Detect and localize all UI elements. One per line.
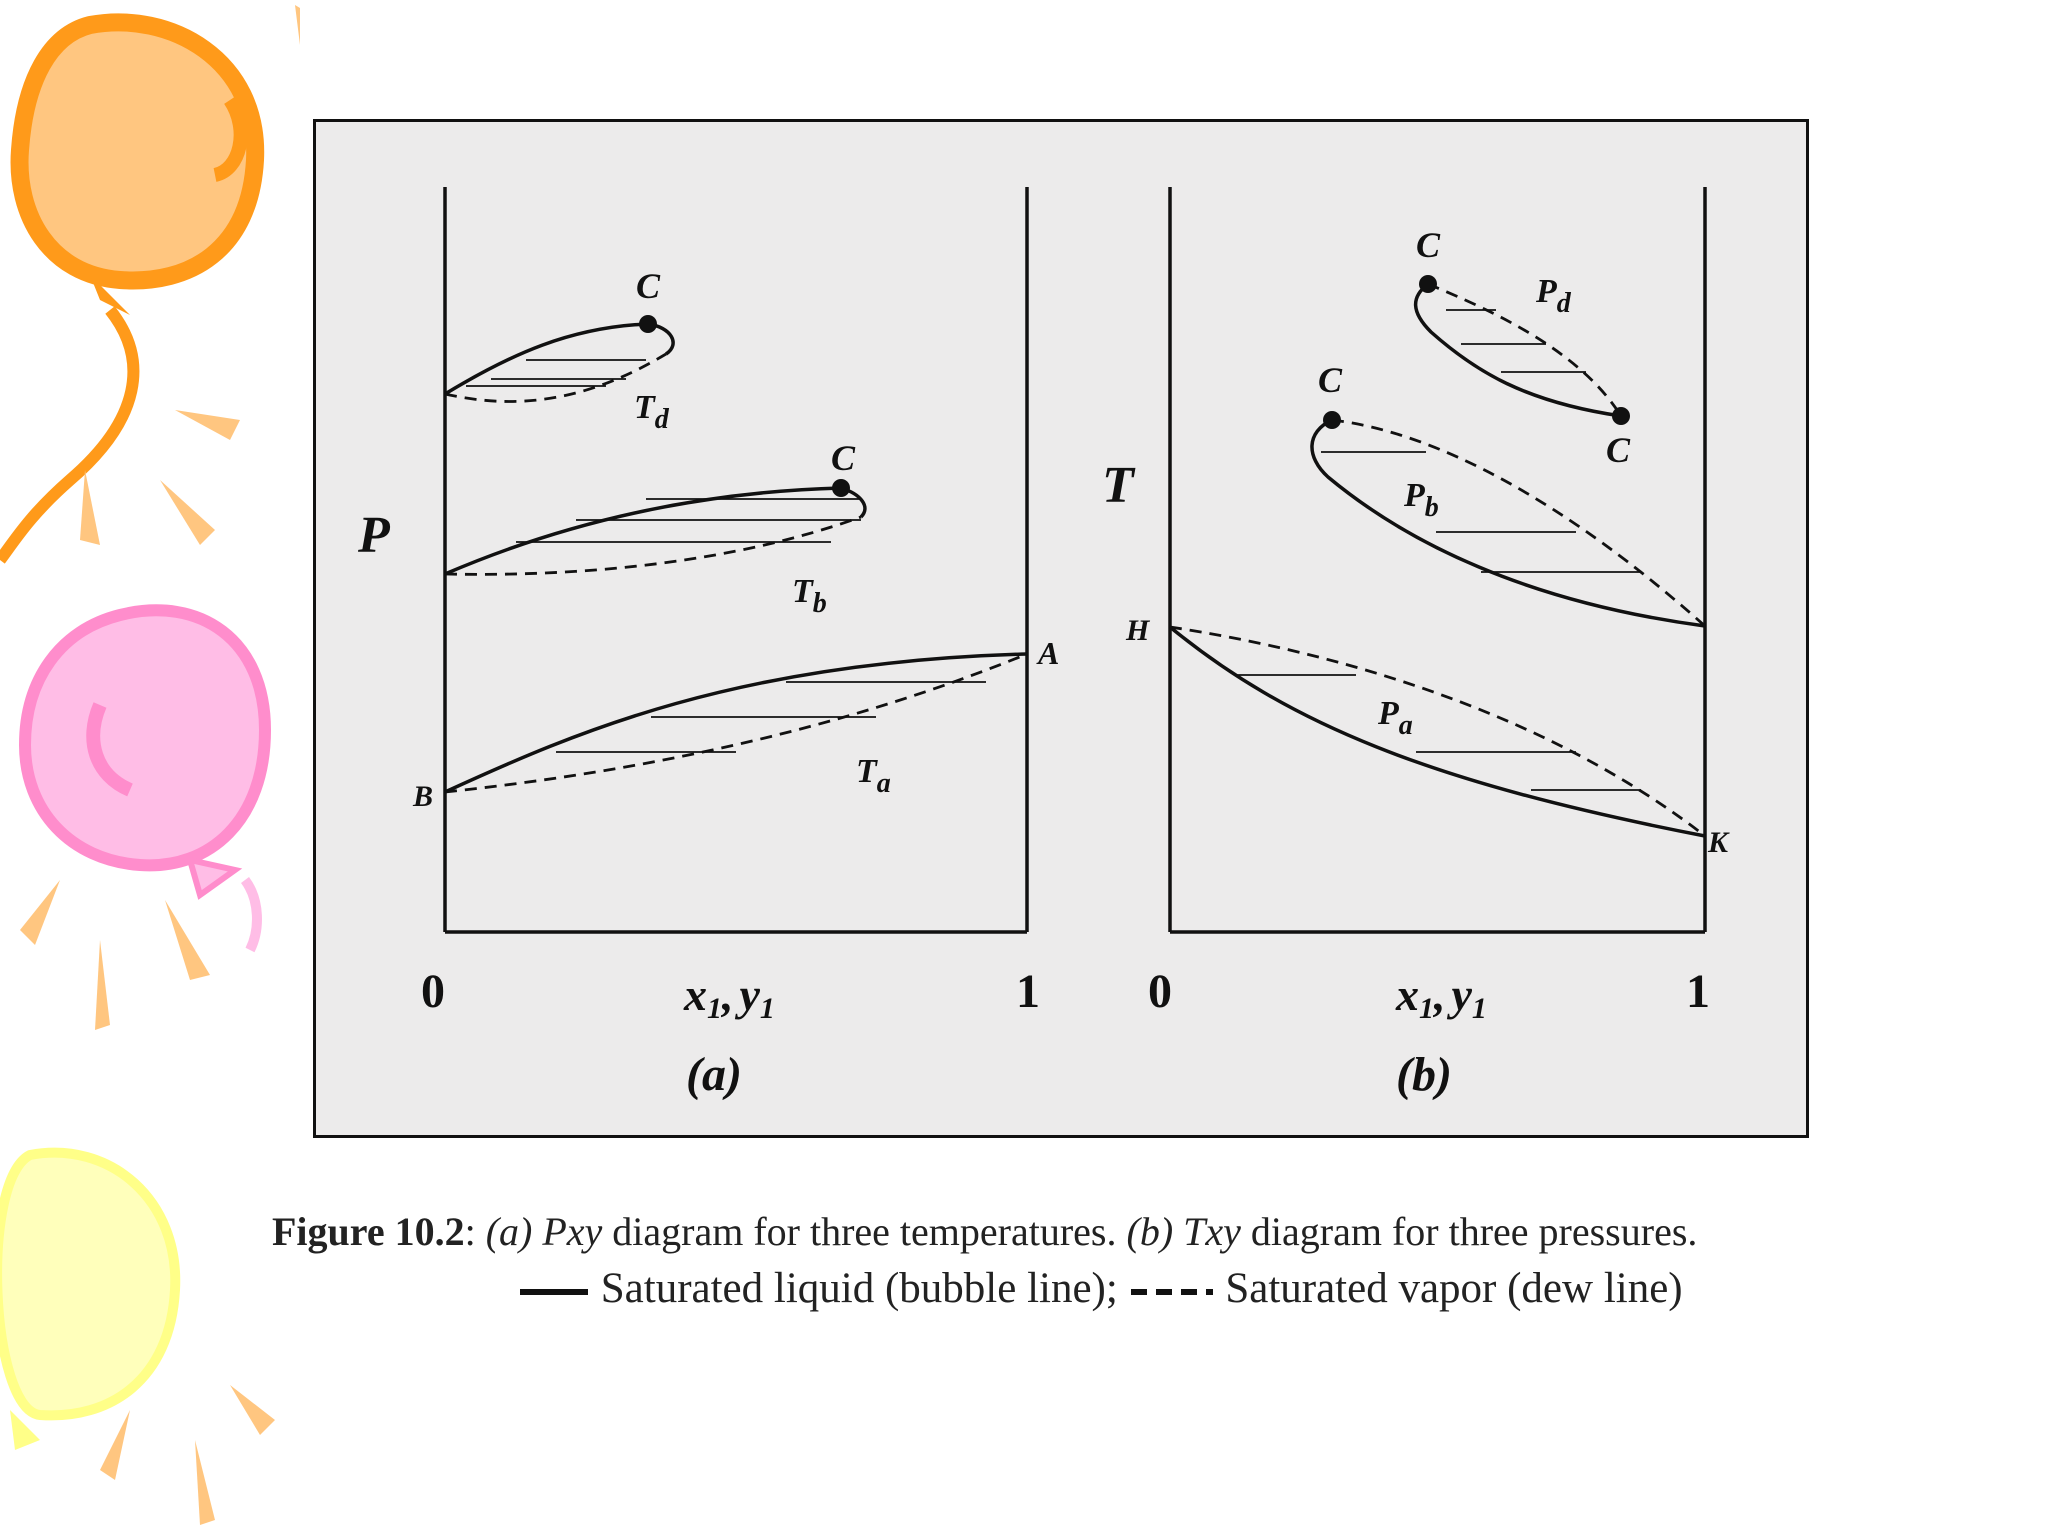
critical-point-label: C — [1416, 225, 1441, 265]
phase-diagrams — [316, 122, 1806, 1135]
panel-a-tick-0: 0 — [421, 965, 445, 1018]
pa-dew-line — [1170, 627, 1705, 836]
panel-a-y-axis-label: P — [358, 507, 390, 564]
caption-part-a-label: (a) — [485, 1209, 533, 1254]
panel-a-label: (a) — [686, 1048, 742, 1101]
pink-balloon-icon — [25, 610, 265, 950]
panel-b-x-axis-label: x1, y1 — [1396, 969, 1487, 1025]
tb-bubble-line — [445, 488, 865, 574]
td-label: $T_d$ — [634, 389, 669, 435]
panel-b-y-axis-label: T — [1102, 457, 1134, 514]
pa-bubble-line — [1170, 627, 1705, 836]
tb-label: $T_b$ — [792, 573, 827, 619]
ta-label: $T_a$ — [856, 753, 891, 799]
critical-point-marker — [832, 479, 850, 497]
critical-point-marker — [1419, 275, 1437, 293]
panel-a — [357, 187, 1059, 1101]
pa-label: $P_a$ — [1378, 695, 1413, 741]
caption-part-b-label: (b) — [1126, 1209, 1174, 1254]
pd-loop — [1416, 275, 1630, 425]
critical-point-label: C — [831, 438, 856, 478]
orange-balloon-icon — [0, 22, 255, 560]
tb-loop — [445, 479, 865, 574]
yellow-balloon-icon — [0, 1153, 175, 1450]
solid-line-legend-icon — [518, 1282, 590, 1302]
panel-a-tick-1: 1 — [1016, 965, 1040, 1018]
caption-part-b-symbol: Txy — [1183, 1209, 1241, 1254]
pb-loop — [1312, 411, 1705, 626]
caption-legend — [518, 1264, 1918, 1313]
critical-point-marker — [1612, 407, 1630, 425]
caption-part-b-text: diagram for three pressures. — [1250, 1209, 1698, 1254]
figure-number: Figure 10.2 — [272, 1209, 465, 1254]
legend-dashed-text: Saturated vapor (dew line) — [1225, 1265, 1683, 1312]
decorative-balloons — [0, 0, 300, 1536]
pb-label: $P_b$ — [1404, 477, 1439, 523]
ta-bubble-line — [445, 654, 1027, 792]
td-dew-line — [445, 354, 666, 401]
critical-point-marker — [1323, 411, 1341, 429]
critical-point-marker — [639, 315, 657, 333]
caption-part-a-symbol: Pxy — [542, 1209, 603, 1254]
panel-b-tick-1: 1 — [1686, 965, 1710, 1018]
dashed-line-legend-icon — [1129, 1282, 1215, 1302]
figure-caption — [272, 1208, 1972, 1255]
critical-point-label: C — [1318, 360, 1343, 400]
panel-b-label: (b) — [1396, 1048, 1452, 1101]
critical-point-label: C — [1606, 430, 1631, 470]
point-h-label: H — [1126, 614, 1150, 647]
point-k-label: K — [1708, 826, 1729, 859]
point-a-label: A — [1038, 635, 1060, 671]
ta-dew-line — [445, 654, 1027, 792]
panel-a-x-axis-label: x1, y1 — [684, 969, 775, 1025]
point-b-label: B — [413, 780, 434, 813]
caption-colon: : — [464, 1209, 476, 1254]
panel-b — [1102, 187, 1730, 1101]
tb-dew-line — [445, 517, 861, 574]
pd-dew-line — [1428, 284, 1621, 416]
legend-solid-text: Saturated liquid (bubble line); — [600, 1265, 1118, 1312]
caption-part-a-text: diagram for three temperatures. — [612, 1209, 1117, 1254]
pd-bubble-line — [1416, 284, 1621, 416]
panel-b-tick-0: 0 — [1148, 965, 1172, 1018]
figure-panel — [313, 119, 1809, 1138]
pb-bubble-line — [1312, 420, 1705, 626]
pd-label: $P_d$ — [1536, 273, 1571, 319]
td-bubble-line — [445, 324, 673, 394]
pb-dew-line — [1332, 420, 1705, 626]
pa-loop — [1170, 627, 1705, 836]
ta-loop — [445, 654, 1027, 792]
critical-point-label: C — [636, 266, 661, 306]
